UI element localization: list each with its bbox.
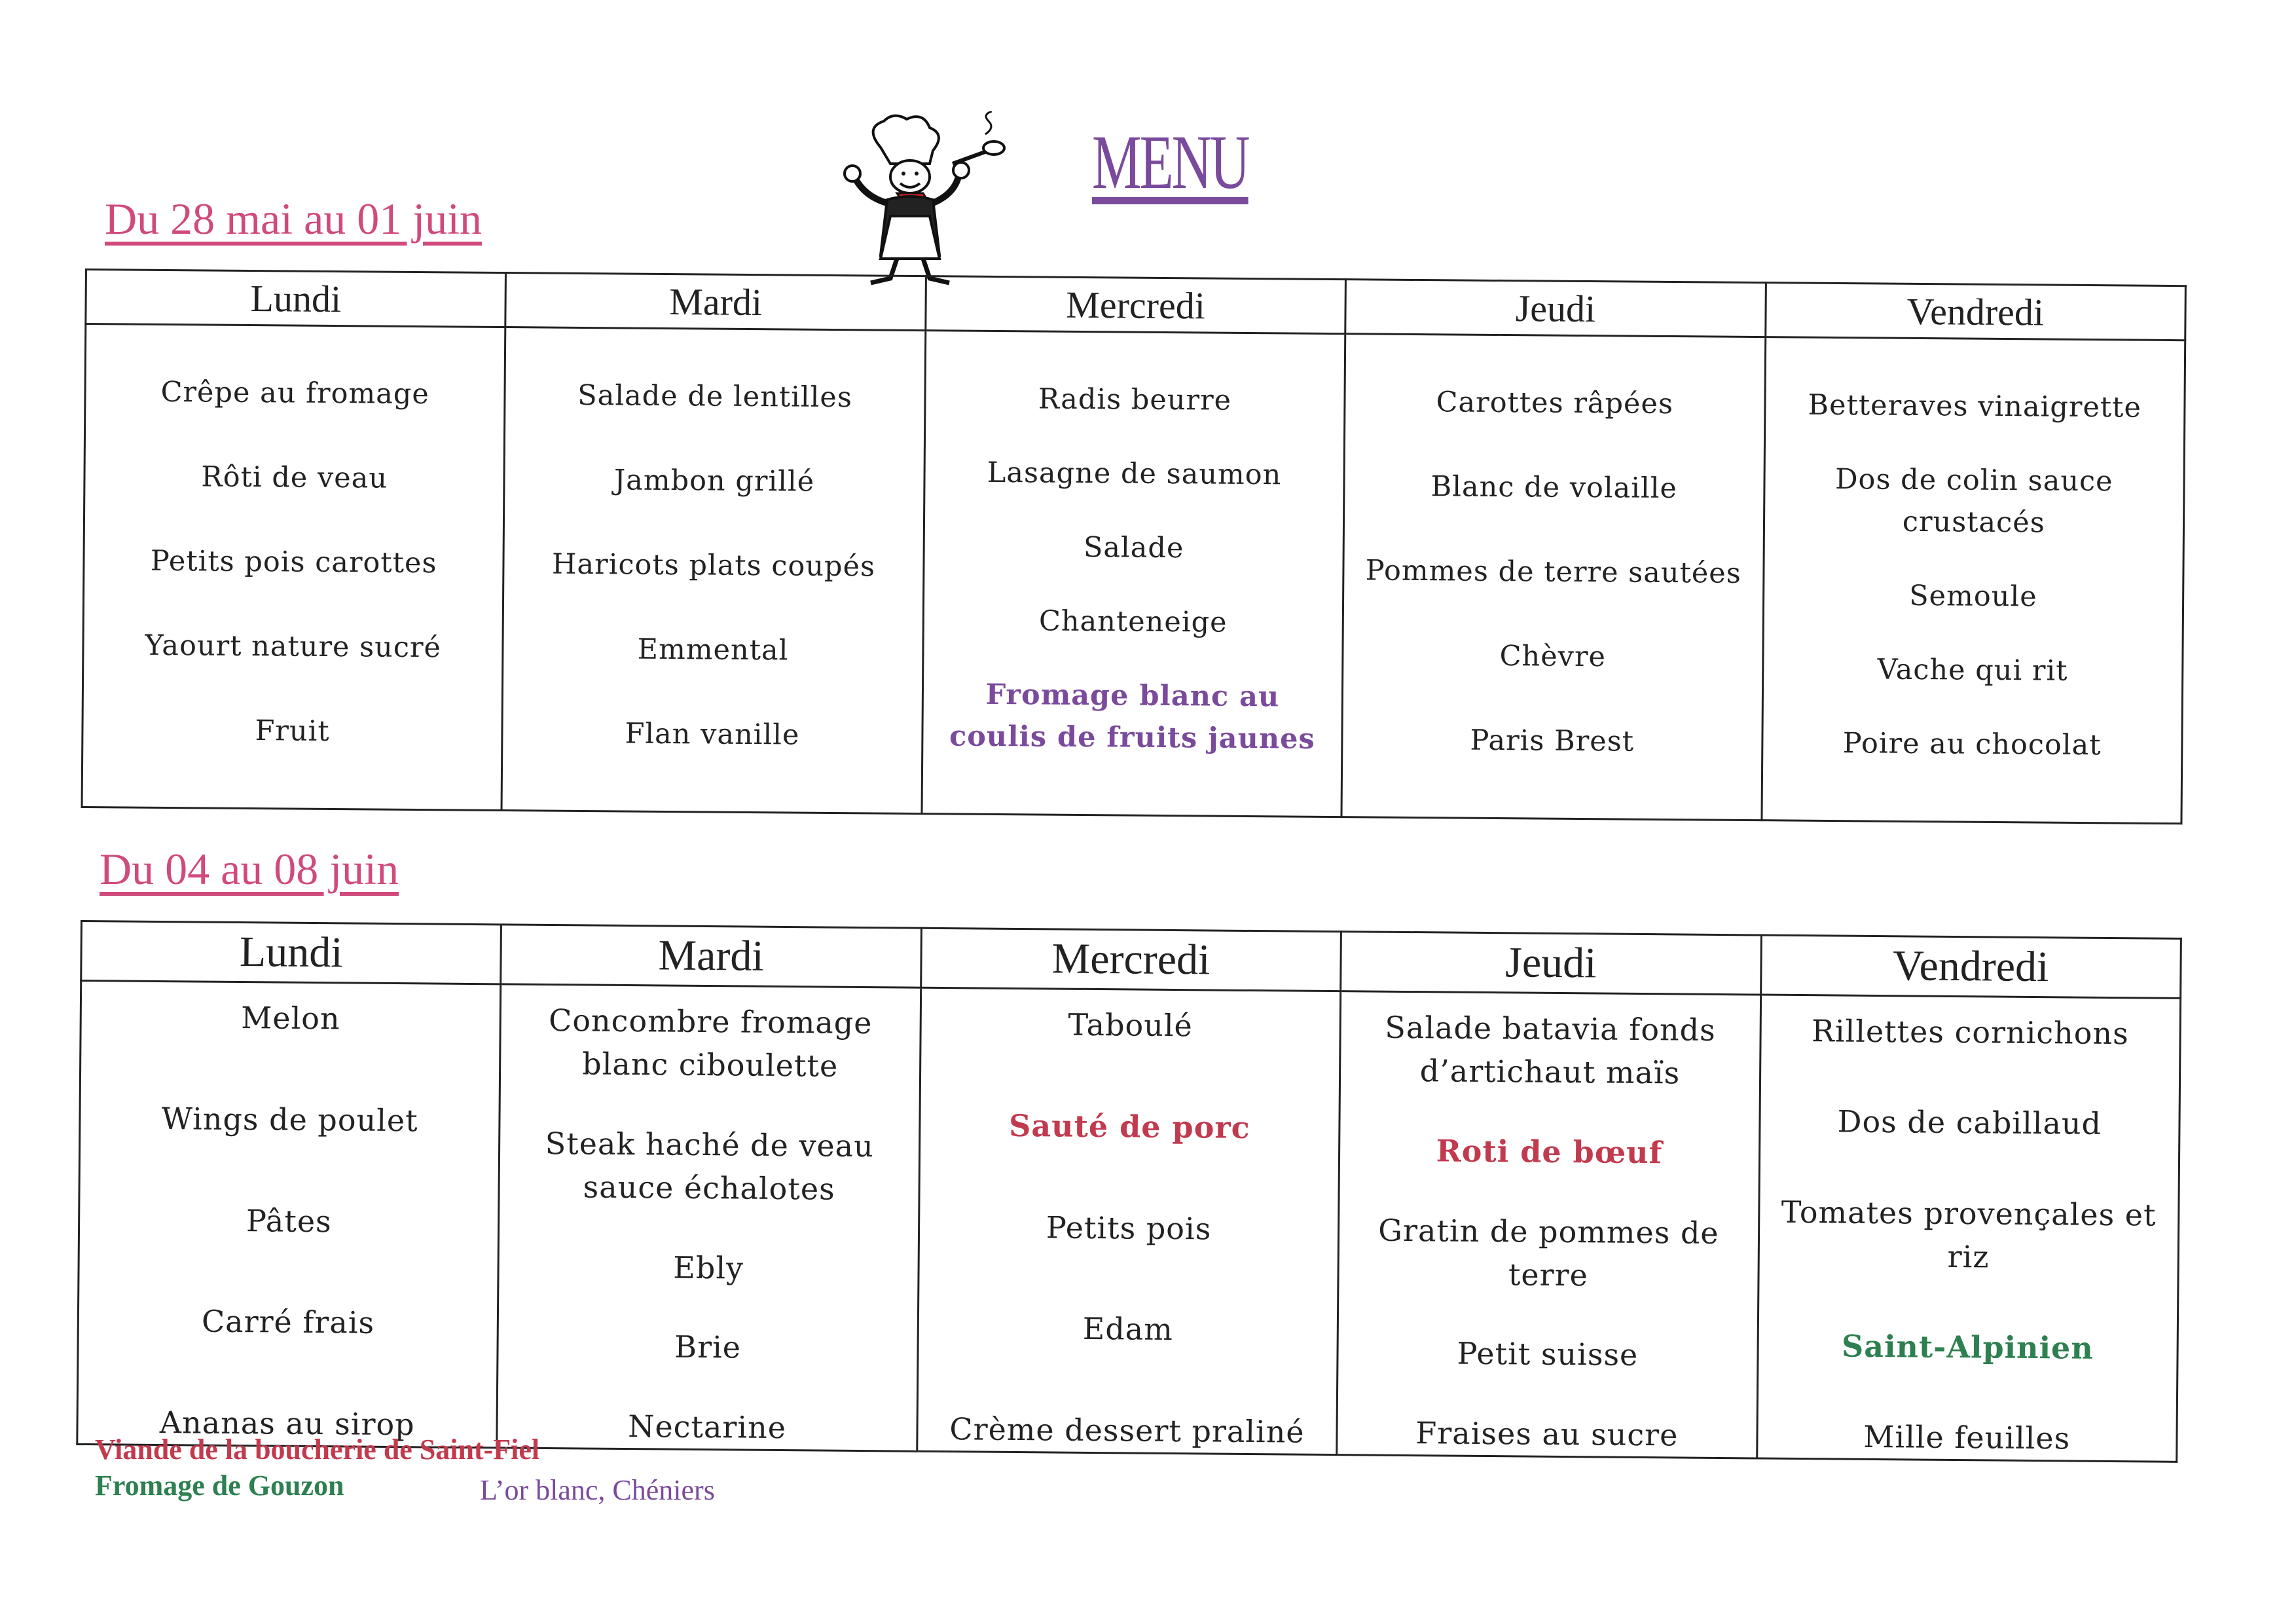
dish-item: Edam [1082, 1311, 1174, 1348]
day-menu-cell [82, 324, 505, 811]
dish-item: Fraises au sucre [1415, 1415, 1679, 1453]
menu-title: MENU [1092, 119, 1248, 205]
dish-item: Lasagne de saumon [987, 456, 1282, 492]
dish-item: Flan vanille [625, 717, 800, 752]
day-menu-cell [501, 327, 925, 814]
dish-item: Rillettes cornichons [1811, 1013, 2129, 1052]
dish-item: Blanc de volaille [1430, 470, 1678, 506]
dish-item: Mille feuilles [1863, 1418, 2071, 1456]
dish-item: Concombre fromage blanc ciboulette [548, 1002, 873, 1084]
day-menu-cell [1341, 334, 1765, 821]
dish-item: Dos de colin sauce crustacés [1834, 463, 2113, 540]
dish-item: Crêpe au fromage [160, 375, 430, 411]
dish-item: Emmental [637, 633, 789, 667]
dish-item: Paris Brest [1470, 724, 1635, 758]
day-header: Lundi [81, 921, 501, 984]
dish-item: Petit suisse [1457, 1335, 1639, 1373]
dish-item: Haricots plats coupés [551, 547, 876, 583]
dish-item: Ebly [673, 1249, 744, 1286]
day-menu-cell [917, 987, 1341, 1454]
day-header: Jeudi [1341, 932, 1761, 995]
dish-item: Pommes de terre sautées [1365, 554, 1742, 590]
dish-item: Yaourt nature sucré [145, 629, 442, 665]
dishes-row [77, 981, 2181, 1462]
dish-item: Wings de poulet [161, 1100, 418, 1139]
dish-item: Chanteneige [1038, 604, 1228, 639]
dish-item: Chèvre [1499, 639, 1607, 674]
dish-item: Petits pois carottes [150, 544, 437, 580]
dish-item: Sauté de porc [1008, 1107, 1250, 1145]
chef-cooking-icon [818, 111, 1015, 291]
dish-item: Crème dessert praliné [949, 1411, 1305, 1450]
legend-dairy-origin: L’or blanc, Chéniers [480, 1474, 715, 1506]
dish-item: Salade de lentilles [577, 378, 853, 415]
dish-item: Taboulé [1068, 1006, 1194, 1044]
dish-item: Rôti de veau [201, 460, 388, 495]
week-1-menu-table [81, 268, 2187, 824]
week-1-title: Du 28 mai au 01 juin [105, 194, 483, 244]
week-2-title: Du 04 au 08 juin [100, 844, 399, 894]
day-menu-cell [1757, 995, 2180, 1462]
legend-meat-origin: Viande de la boucherie de Saint-Fiel [95, 1433, 540, 1466]
dish-item: Semoule [1909, 579, 2037, 614]
dish-item: Pâtes [246, 1202, 332, 1239]
dish-item: Fruit [255, 714, 330, 748]
day-menu-cell [497, 984, 920, 1451]
legend-cheese-origin: Fromage de Gouzon [95, 1469, 344, 1502]
dish-item: Betteraves vinaigrette [1808, 388, 2142, 424]
day-header: Vendredi [1765, 283, 2185, 341]
dish-item: Brie [674, 1329, 742, 1365]
day-menu-cell [922, 331, 1345, 817]
day-menu-cell [1337, 991, 1760, 1458]
day-menu-cell [77, 981, 501, 1448]
dish-item: Dos de cabillaud [1837, 1103, 2102, 1142]
dish-item: Tomates provençales et riz [1781, 1194, 2157, 1274]
dish-item: Radis beurre [1038, 382, 1232, 417]
dish-item: Salade [1083, 530, 1184, 565]
dish-item: Poire au chocolat [1842, 727, 2102, 762]
dish-item: Carré frais [201, 1303, 375, 1341]
day-header: Mercredi [920, 928, 1341, 991]
day-header: Vendredi [1760, 935, 2181, 998]
dish-item: Jambon grillé [613, 464, 815, 498]
dish-item: Petits pois [1046, 1209, 1212, 1246]
day-header: Lundi [86, 270, 506, 327]
day-header: Jeudi [1345, 280, 1766, 337]
week-2-menu-table [76, 920, 2182, 1463]
dish-item: Nectarine [628, 1409, 787, 1446]
day-header: Mardi [505, 273, 926, 331]
dish-item: Fromage blanc au coulis de fruits jaunes [949, 678, 1315, 756]
dish-item: Carottes râpées [1436, 386, 1674, 421]
dish-item: Saint-Alpinien [1841, 1328, 2094, 1366]
dish-item: Ananas au sirop [159, 1405, 415, 1443]
dish-item: Gratin de pommes de terre [1378, 1212, 1719, 1293]
dish-item: Steak haché de veau sauce échalotes [545, 1125, 874, 1207]
dish-item: Salade batavia fonds d’artichaut maïs [1385, 1009, 1716, 1091]
dish-item: Roti de bœuf [1436, 1133, 1663, 1171]
day-header: Mardi [501, 925, 921, 987]
day-menu-cell [1762, 337, 2185, 824]
dish-item: Vache qui rit [1877, 653, 2068, 688]
dishes-row [82, 324, 2185, 824]
dish-item: Melon [241, 1000, 340, 1037]
day-header: Mercredi [926, 276, 1346, 334]
